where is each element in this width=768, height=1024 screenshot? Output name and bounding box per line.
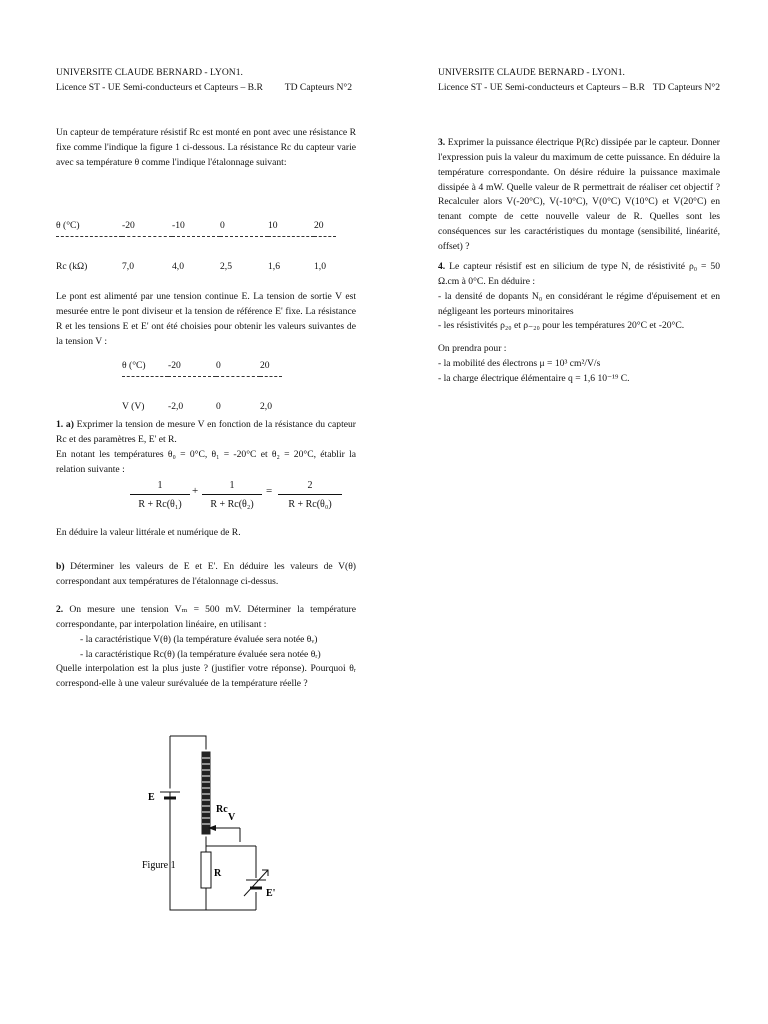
table-cell: 0 xyxy=(216,359,221,371)
question-part: b) xyxy=(56,561,65,572)
table-cell: V (V) xyxy=(122,400,145,412)
fraction-3: $\frac{2}{\text{R + Rc(θ₀)}}$ xyxy=(278,478,342,513)
caption-label: Figure 1 xyxy=(142,860,176,871)
question-part: a) xyxy=(65,419,74,430)
table-cell: θ (°C) xyxy=(122,359,146,371)
table-cell: 20 xyxy=(260,359,270,371)
question-number: 1. xyxy=(56,419,64,430)
course-name: Licence ST - UE Semi-conducteurs et Capteurs – B.R xyxy=(56,82,263,93)
formula xyxy=(56,478,356,526)
table-cell: -2,0 xyxy=(168,400,184,412)
left-column xyxy=(56,66,356,899)
circuit-figure xyxy=(56,720,356,930)
table-cell: 20 xyxy=(314,219,324,231)
question-text: Déterminer les valeurs de E et E'. En déduire les valeurs de V(θ) correspondant aux températures de l'étalonnage ci-dessus. xyxy=(56,561,356,587)
question-text: Quelle interpolation est la plus juste ? (justifier votre réponse). Pourquoi θᵣ correspond-elle à une valeur surévaluée de la température réelle ? xyxy=(56,663,356,690)
label-v: V xyxy=(228,812,236,823)
plus-sign: + xyxy=(192,485,199,497)
table-cell: 7,0 xyxy=(122,260,134,272)
td-label: TD Capteurs N°2 xyxy=(652,82,720,93)
question-text: Exprimer la puissance électrique P(Rc) dissipée par le capteur. Donner l'expression puis la valeur du maximum de cette puissance. En déduire la température correspondante. On désire réduire la puissance maximale dissipée à 4 mW. Quelle valeur de R permettrait de réaliser cet objectif ? Recalculer alors V(-20°C), V(-10°C), V(0°C) V(10°C) et V(20°C) en tenant compte de cette nouvelle valeur de R. Quelles sont les conséquences sur les caractéristiques du montage (sensibilité, linéarité, offset) ? xyxy=(438,137,720,253)
q1a-deduce: En déduire la valeur littérale et numérique de R. xyxy=(56,527,241,538)
calibration-resistance-row xyxy=(56,257,336,277)
table-cell: 1,0 xyxy=(314,260,326,272)
table-cell: 10 xyxy=(268,219,278,231)
table-cell: 1,6 xyxy=(268,260,280,272)
question-number: 3. xyxy=(438,137,446,148)
table-cell: -20 xyxy=(168,359,181,371)
voltage-value-row xyxy=(122,397,282,417)
table-cell: -10 xyxy=(172,219,185,231)
list-item: - la mobilité des électrons μ = 10³ cm²/V/s xyxy=(438,357,601,369)
question-text: Exprimer la tension de mesure V en fonction de la résistance du capteur Rc et des paramètres E, E' et R. xyxy=(56,419,356,445)
question-1a xyxy=(56,418,356,477)
university-name: UNIVERSITE CLAUDE BERNARD - LYON1. xyxy=(438,67,625,78)
question-3 xyxy=(438,136,720,255)
label-rc: Rc xyxy=(216,804,228,815)
list-item: - la charge électrique élémentaire q = 1,6 10⁻¹⁹ C. xyxy=(438,372,630,384)
table-cell: 2,0 xyxy=(260,400,272,412)
table-cell: θ (°C) xyxy=(56,219,80,231)
question-number: 4. xyxy=(438,261,446,272)
course-header xyxy=(438,81,720,96)
table-cell: 2,5 xyxy=(220,260,232,272)
fraction-2: $\frac{1}{\text{R + Rc(θ₂)}}$ xyxy=(202,478,262,513)
question-4 xyxy=(438,260,720,334)
table-cell: 0 xyxy=(220,219,225,231)
label-r: R xyxy=(214,868,222,879)
constants-block xyxy=(438,342,720,387)
question-text: On mesure une tension Vₘ = 500 mV. Déterminer la température correspondante, par interpolation linéaire, en utilisant : xyxy=(56,604,356,630)
td-label: TD Capteurs N°2 xyxy=(284,82,352,93)
label-eprime: E' xyxy=(266,888,276,899)
table-cell: -20 xyxy=(122,219,135,231)
constants-title: On prendra pour : xyxy=(438,343,507,354)
university-header xyxy=(438,66,720,81)
list-item: - les résistivités ρ₂₀ et ρ₋₂₀ pour les températures 20°C et -20°C. xyxy=(438,320,685,332)
voltage-temp-row xyxy=(122,356,282,377)
label-e: E xyxy=(148,792,155,803)
right-column xyxy=(438,66,720,384)
calibration-temp-row xyxy=(56,216,336,237)
course-header xyxy=(56,81,356,96)
table-cell: 0 xyxy=(216,400,221,412)
question-text: En notant les températures θ₀ = 0°C, θ₁ = -20°C et θ₂ = 20°C, établir la relation suivante : xyxy=(56,448,356,475)
question-1b xyxy=(56,560,356,590)
bridge-paragraph: Le pont est alimenté par une tension continue E. La tension de sortie V est mesurée entre le pont diviseur et la tension de référence E' fixe. La résistance R et les tensions E et E' ont été choisies pour obtenir les valeurs suivantes de la tension V : xyxy=(56,291,356,347)
list-item: - la densité de dopants N₀ en considérant le régime d'épuisement et en négligeant les porteurs minoritaires xyxy=(438,290,720,317)
calibration-table xyxy=(56,216,336,277)
list-item: - la caractéristique Rc(θ) (la température évaluée sera notée θᵣ) xyxy=(80,648,321,660)
list-item: - la caractéristique V(θ) (la température évaluée sera notée θᵥ) xyxy=(80,633,318,645)
university-header xyxy=(56,66,356,81)
question-2 xyxy=(56,603,356,692)
table-cell: 4,0 xyxy=(172,260,184,272)
r-resistor xyxy=(201,852,211,888)
course-name: Licence ST - UE Semi-conducteurs et Capteurs – B.R xyxy=(438,82,645,93)
fraction-1: $\frac{1}{\text{R + Rc(θ₁)}}$ xyxy=(130,478,190,513)
question-text: Le capteur résistif est en silicium de type N, de résistivité ρ₀ = 50 Ω.cm à 0°C. En déduire : xyxy=(438,261,720,287)
voltage-table xyxy=(122,356,282,417)
university-name: UNIVERSITE CLAUDE BERNARD - LYON1. xyxy=(56,67,243,78)
question-number: 2. xyxy=(56,604,64,615)
intro-paragraph: Un capteur de température résistif Rc est monté en pont avec une résistance R fixe comme l'indique la figure 1 ci-dessous. La résistance Rc du capteur varie avec sa température θ comme l'indique l'étalonnage suivant: xyxy=(56,127,356,168)
equals-sign: = xyxy=(266,485,273,497)
table-cell: Rc (kΩ) xyxy=(56,260,88,272)
